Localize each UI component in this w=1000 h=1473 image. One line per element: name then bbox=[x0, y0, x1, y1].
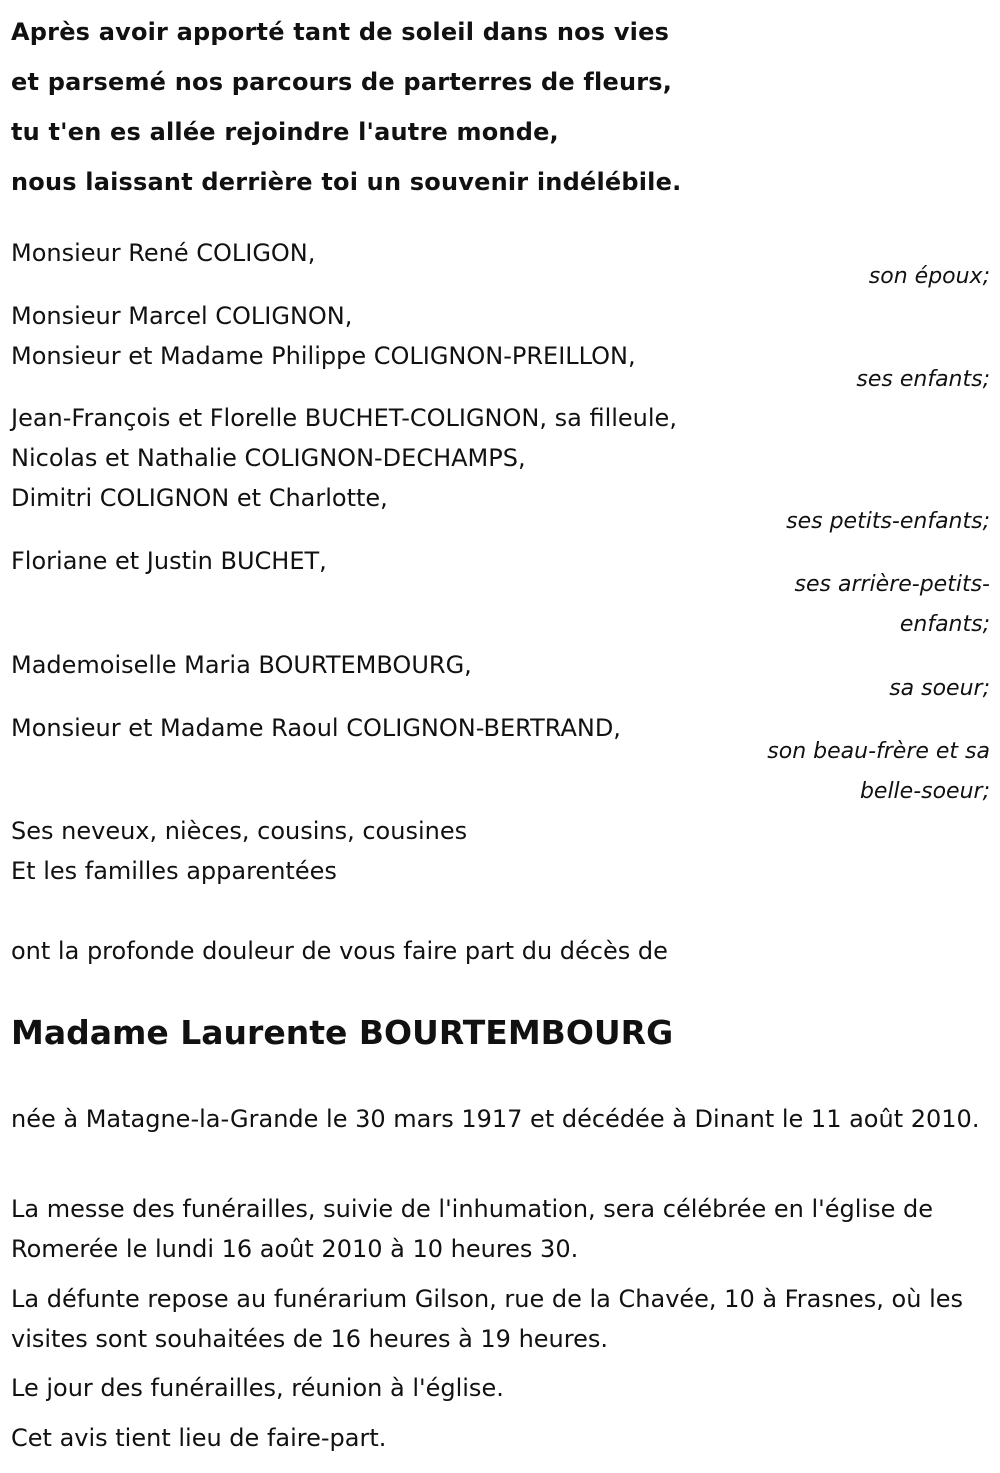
poem-line: Après avoir apporté tant de soleil dans nos vies bbox=[11, 18, 670, 46]
grandchild-name: Nicolas et Nathalie COLIGNON-DECHAMPS, bbox=[11, 444, 526, 472]
sister-role: sa soeur; bbox=[889, 676, 990, 701]
grandchild-name: Dimitri COLIGNON et Charlotte, bbox=[11, 484, 388, 512]
poem-line: tu t'en es allée rejoindre l'autre monde, bbox=[11, 118, 559, 146]
poem-line: et parsemé nos parcours de parterres de fleurs, bbox=[11, 68, 673, 96]
great-grandchildren-name: Floriane et Justin BUCHET, bbox=[11, 547, 327, 575]
grandchild-name: Jean-François et Florelle BUCHET-COLIGNON, sa filleule, bbox=[11, 404, 677, 432]
birth-death-details: née à Matagne-la-Grande le 30 mars 1917 et décédée à Dinant le 11 août 2010. bbox=[11, 1105, 980, 1133]
great-grandchildren-role: enfants; bbox=[899, 612, 990, 637]
opening-poem bbox=[11, 7, 681, 207]
announcement-text: ont la profonde douleur de vous faire part du décès de bbox=[11, 937, 668, 965]
husband-name: Monsieur René COLIGON, bbox=[11, 239, 316, 267]
meeting-details: Le jour des funérailles, réunion à l'église. bbox=[11, 1374, 504, 1402]
in-laws-role: belle-soeur; bbox=[859, 779, 990, 804]
in-laws-name: Monsieur et Madame Raoul COLIGNON-BERTRAND, bbox=[11, 714, 621, 742]
deceased-name: Madame Laurente BOURTEMBOURG bbox=[11, 1013, 674, 1052]
poem-line: nous laissant derrière toi un souvenir indélébile. bbox=[11, 168, 682, 196]
child-name: Monsieur Marcel COLIGNON, bbox=[11, 302, 353, 330]
sister-name: Mademoiselle Maria BOURTEMBOURG, bbox=[11, 651, 472, 679]
child-name: Monsieur et Madame Philippe COLIGNON-PREILLON, bbox=[11, 342, 636, 370]
extended-family: Ses neveux, nièces, cousins, cousines bbox=[11, 817, 468, 845]
extended-family: Et les familles apparentées bbox=[11, 857, 337, 885]
funeral-mass-details: La messe des funérailles, suivie de l'inhumation, sera célébrée en l'église de Romerée le lundi 16 août 2010 à 10 heures 30. bbox=[11, 1195, 933, 1263]
children-role: ses enfants; bbox=[856, 367, 990, 392]
closing-note: Cet avis tient lieu de faire-part. bbox=[11, 1424, 387, 1452]
in-laws-role: son beau-frère et sa bbox=[767, 739, 990, 764]
great-grandchildren-role: ses arrière-petits- bbox=[794, 572, 990, 597]
funerarium-details: La défunte repose au funérarium Gilson, rue de la Chavée, 10 à Frasnes, où les visites sont souhaitées de 16 heures à 19 heures. bbox=[11, 1285, 964, 1353]
grandchildren-role: ses petits-enfants; bbox=[786, 509, 990, 534]
husband-role: son époux; bbox=[868, 264, 990, 289]
